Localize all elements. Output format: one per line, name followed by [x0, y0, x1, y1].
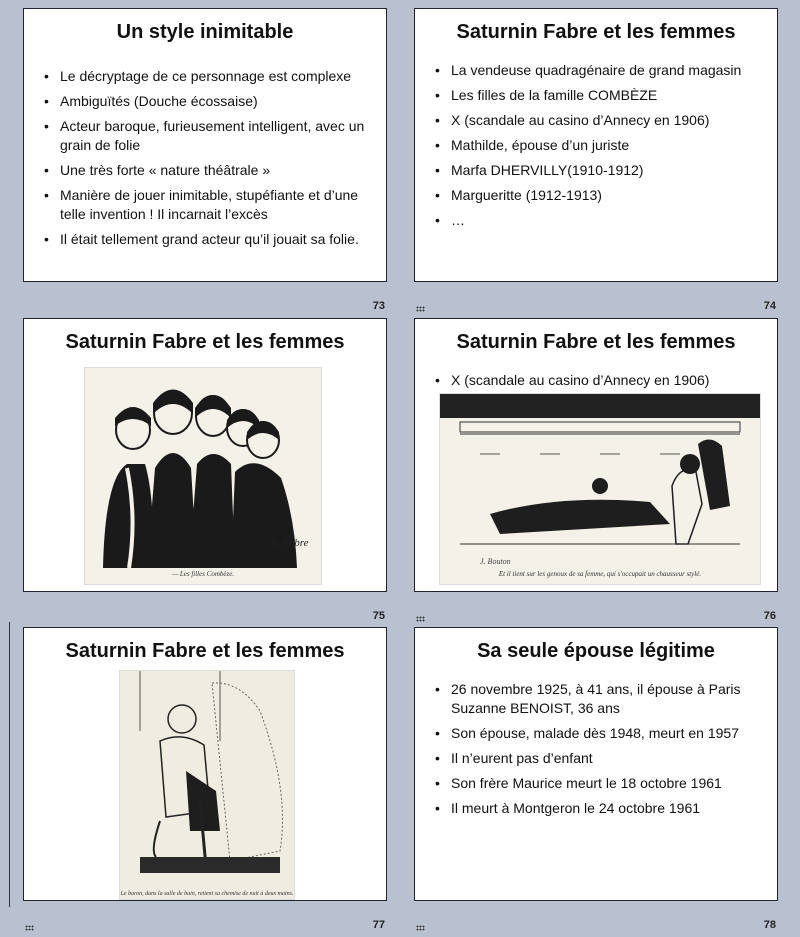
slide-canvas[interactable] — [23, 627, 387, 901]
slide-thumbnail-76[interactable] — [414, 318, 800, 628]
illustration-caption: — Les filles Combèze. — [171, 570, 235, 578]
bullet-list — [451, 61, 761, 236]
sketch-five-women-icon — [85, 368, 321, 584]
slide-thumbnail-77[interactable] — [23, 627, 413, 937]
slide-thumbnail-73[interactable] — [23, 8, 413, 318]
slide-number: 74 — [763, 300, 776, 312]
notes-icon[interactable] — [416, 925, 425, 931]
bullet-item: • Mathilde, épouse d’un juriste — [451, 136, 761, 155]
bullet-item: • Le décryptage de ce personnage est complexe — [60, 67, 370, 86]
bullet-item: • Margueritte (1912-1913) — [451, 186, 761, 205]
bullet-item: • 26 novembre 1925, à 41 ans, il épouse à Paris Suzanne BENOIST, 36 ans — [451, 680, 761, 718]
illustration-bathroom-scene — [119, 670, 295, 900]
illustration-caption: Le baron, dans la salle de bain, retient sa chemise de nuit à deux mains. — [120, 891, 294, 897]
bullet-list — [60, 67, 370, 255]
signature-text: S. Fabre — [271, 537, 309, 549]
bullet-item: • Les filles de la famille COMBÈZE — [451, 86, 761, 105]
slide-title: Un style inimitable — [116, 21, 294, 43]
illustration-annecy-scandal — [439, 393, 761, 585]
slide-thumbnail-75[interactable] — [23, 318, 413, 628]
bullet-item: • Ambiguïtés (Douche écossaise) — [60, 92, 370, 111]
bullet-item: • Il était tellement grand acteur qu’il jouait sa folie. — [60, 230, 370, 249]
sketch-couch-scene-icon — [440, 394, 760, 584]
bullet-list — [451, 680, 761, 824]
bullet-item: • Une très forte « nature théâtrale » — [60, 161, 370, 180]
bullet-item: • Il meurt à Montgeron le 24 octobre 1961 — [451, 799, 761, 818]
bullet-item: • X (scandale au casino d’Annecy en 1906) — [451, 111, 761, 130]
bullet-item: • … — [451, 211, 761, 230]
bullet-item: • Son épouse, malade dès 1948, meurt en 1957 — [451, 724, 761, 743]
left-divider-line — [9, 622, 10, 907]
slide-number: 78 — [763, 919, 776, 931]
slide-title: Saturnin Fabre et les femmes — [65, 640, 345, 662]
slide-thumbnail-74[interactable] — [414, 8, 800, 318]
bullet-item: • Il n’eurent pas d’enfant — [451, 749, 761, 768]
svg-text:J. Bouton: J. Bouton — [480, 557, 511, 566]
slide-title: Saturnin Fabre et les femmes — [456, 21, 736, 43]
slide-title: Saturnin Fabre et les femmes — [65, 331, 345, 353]
slide-canvas[interactable] — [414, 8, 778, 282]
bullet-item: • La vendeuse quadragénaire de grand magasin — [451, 61, 761, 80]
slide-thumbnail-78[interactable] — [414, 627, 800, 937]
slide-number: 75 — [372, 610, 385, 622]
slide-canvas[interactable] — [414, 318, 778, 592]
notes-icon[interactable] — [416, 306, 425, 312]
bullet-item: • Marfa DHERVILLY(1910-1912) — [451, 161, 761, 180]
slide-number: 73 — [372, 300, 385, 312]
slide-canvas[interactable] — [23, 8, 387, 282]
slide-number: 76 — [763, 610, 776, 622]
slide-number: 77 — [372, 919, 385, 931]
slide-canvas[interactable] — [414, 627, 778, 901]
bullet-item: • Son frère Maurice meurt le 18 octobre 1961 — [451, 774, 761, 793]
slide-canvas[interactable] — [23, 318, 387, 592]
illustration-combeze-girls — [84, 367, 322, 585]
bullet-item: • X (scandale au casino d’Annecy en 1906) — [451, 371, 761, 390]
notes-icon[interactable] — [25, 925, 34, 931]
slide-title: Saturnin Fabre et les femmes — [456, 331, 736, 353]
bullet-item: • Manière de jouer inimitable, stupéfiante et d’une telle invention ! Il incarnait l’excès — [60, 186, 370, 224]
sketch-figure-with-veil-icon — [120, 671, 294, 899]
illustration-caption: Et il tient sur les genoux de sa femme, qui s'occupait un chausseur stylé. — [498, 570, 702, 578]
notes-icon[interactable] — [416, 616, 425, 622]
bullet-item: • Acteur baroque, furieusement intelligent, avec un grain de folie — [60, 117, 370, 155]
slide-title: Sa seule épouse légitime — [477, 640, 715, 662]
